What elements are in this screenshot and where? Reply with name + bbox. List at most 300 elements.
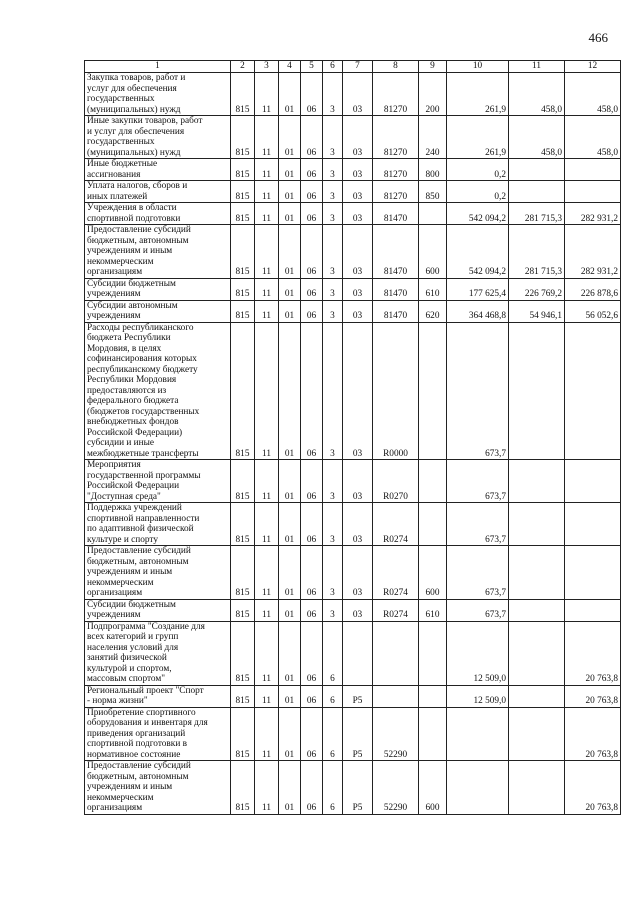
row-name-cell (85, 225, 231, 279)
amount-cell (565, 503, 621, 546)
code-cell: 3 (323, 278, 343, 300)
column-header: 3 (255, 61, 279, 73)
code-cell: 815 (231, 73, 255, 116)
code-cell: 03 (343, 599, 373, 621)
column-header: 8 (373, 61, 419, 73)
amount-cell: 54 946,1 (509, 300, 565, 322)
code-cell: 11 (255, 761, 279, 815)
amount-cell (509, 546, 565, 600)
code-cell (419, 460, 447, 503)
row-name-line: Республики Мордовия (87, 375, 177, 385)
row-name-line: культурой и спортом, (87, 663, 172, 674)
table-row (85, 278, 621, 300)
code-cell: 815 (231, 225, 255, 279)
amount-cell: 20 763,8 (565, 707, 621, 761)
amount-cell: 0,2 (447, 181, 509, 203)
code-cell: 3 (323, 503, 343, 546)
table-row (85, 621, 621, 685)
code-cell: 06 (301, 707, 323, 761)
code-cell: 81270 (373, 159, 419, 181)
row-name-line: всех категорий и групп (87, 632, 179, 642)
amount-cell (447, 707, 509, 761)
code-cell (419, 503, 447, 546)
code-cell: 01 (279, 300, 301, 322)
row-name-line: Подпрограмма "Создание для (87, 621, 205, 632)
code-cell: 600 (419, 546, 447, 600)
code-cell: 03 (343, 503, 373, 546)
code-cell: 03 (343, 116, 373, 159)
code-cell: 815 (231, 599, 255, 621)
code-cell: 06 (301, 599, 323, 621)
amount-cell (509, 621, 565, 685)
table-row (85, 159, 621, 181)
code-cell: 815 (231, 322, 255, 460)
column-header: 2 (231, 61, 255, 73)
row-name-line: ассигнования (87, 169, 141, 180)
amount-cell (509, 761, 565, 815)
code-cell: 06 (301, 546, 323, 600)
amount-cell: 12 509,0 (447, 621, 509, 685)
amount-cell (509, 707, 565, 761)
code-cell: 11 (255, 621, 279, 685)
code-cell: 620 (419, 300, 447, 322)
code-cell: 600 (419, 225, 447, 279)
code-cell: 3 (323, 73, 343, 116)
row-name-line: по адаптивной физической (87, 524, 194, 534)
row-name-line: иных платежей (87, 191, 148, 202)
code-cell: 11 (255, 203, 279, 225)
code-cell: 06 (301, 685, 323, 707)
code-cell: 81470 (373, 203, 419, 225)
amount-cell: 20 763,8 (565, 761, 621, 815)
code-cell: 03 (343, 322, 373, 460)
code-cell: 06 (301, 300, 323, 322)
row-name-line: населения условий для (87, 642, 179, 653)
table-row (85, 761, 621, 815)
row-name-line: Иные бюджетные (87, 159, 158, 169)
code-cell: 11 (255, 503, 279, 546)
code-cell: 3 (323, 546, 343, 600)
column-header: 5 (301, 61, 323, 73)
row-name-cell (85, 546, 231, 600)
code-cell: 11 (255, 116, 279, 159)
code-cell: 11 (255, 460, 279, 503)
row-name-line: Субсидии автономным (87, 300, 178, 311)
code-cell: 815 (231, 621, 255, 685)
code-cell (419, 203, 447, 225)
code-cell: 52290 (373, 707, 419, 761)
code-cell: 01 (279, 503, 301, 546)
code-cell: 81470 (373, 300, 419, 322)
code-cell: 52290 (373, 761, 419, 815)
code-cell: 815 (231, 685, 255, 707)
code-cell: 03 (343, 300, 373, 322)
column-header: 12 (565, 61, 621, 73)
code-cell (419, 685, 447, 707)
code-cell: 815 (231, 546, 255, 600)
amount-cell (509, 503, 565, 546)
row-name-line: государственных (87, 137, 155, 147)
amount-cell: 673,7 (447, 503, 509, 546)
code-cell: 11 (255, 546, 279, 600)
code-cell: 815 (231, 181, 255, 203)
code-cell (419, 621, 447, 685)
row-name-line: Уплата налогов, сборов и (87, 181, 188, 191)
code-cell: 03 (343, 460, 373, 503)
row-name-cell (85, 685, 231, 707)
row-name-line: приведения организаций (87, 728, 186, 739)
column-header: 9 (419, 61, 447, 73)
row-name-line: организациям (87, 588, 143, 598)
row-name-line: Региональный проект "Спорт (87, 685, 204, 696)
row-name-line: Мордовия, в целях (87, 343, 162, 354)
row-name-cell (85, 159, 231, 181)
row-name-line: спортивной направленности (87, 513, 200, 524)
row-name-line: Российской Федерации) (87, 427, 183, 438)
code-cell: 03 (343, 278, 373, 300)
row-name-cell (85, 278, 231, 300)
code-cell: 850 (419, 181, 447, 203)
amount-cell: 281 715,3 (509, 203, 565, 225)
amount-cell (565, 322, 621, 460)
code-cell: P5 (343, 707, 373, 761)
row-name-cell (85, 707, 231, 761)
code-cell: 01 (279, 73, 301, 116)
row-name-line: межбюджетные трансферты (87, 448, 199, 459)
row-name-line: "Доступная среда" (87, 491, 161, 502)
amount-cell: 0,2 (447, 159, 509, 181)
row-name-cell (85, 322, 231, 460)
code-cell: 06 (301, 322, 323, 460)
amount-cell (565, 546, 621, 600)
code-cell (373, 685, 419, 707)
code-cell: 6 (323, 707, 343, 761)
row-name-line: Поддержка учреждений (87, 503, 182, 513)
code-cell: 240 (419, 116, 447, 159)
code-cell: 03 (343, 203, 373, 225)
amount-cell: 281 715,3 (509, 225, 565, 279)
row-name-line: учреждениям и иным (87, 782, 173, 792)
row-name-line: государственной программы (87, 470, 201, 481)
code-cell: 11 (255, 685, 279, 707)
row-name-line: государственных (87, 94, 155, 104)
code-cell: R0274 (373, 503, 419, 546)
amount-cell (509, 599, 565, 621)
code-cell: P5 (343, 685, 373, 707)
code-cell: 01 (279, 621, 301, 685)
amount-cell: 226 878,6 (565, 278, 621, 300)
code-cell: 815 (231, 159, 255, 181)
row-name-cell (85, 503, 231, 546)
code-cell: 6 (323, 761, 343, 815)
header-row (85, 61, 621, 73)
code-cell: 11 (255, 73, 279, 116)
table-row (85, 73, 621, 116)
code-cell: 11 (255, 707, 279, 761)
code-cell: 11 (255, 159, 279, 181)
code-cell: 610 (419, 278, 447, 300)
code-cell: 3 (323, 203, 343, 225)
row-name-line: массовым спортом" (87, 674, 166, 684)
row-name-line: нормативное состояние (87, 749, 181, 760)
row-name-line: Приобретение спортивного (87, 707, 196, 718)
code-cell: 01 (279, 278, 301, 300)
amount-cell: 673,7 (447, 599, 509, 621)
amount-cell: 673,7 (447, 460, 509, 503)
row-name-line: и услуг для обеспечения (87, 126, 185, 137)
code-cell: 6 (323, 685, 343, 707)
row-name-cell (85, 460, 231, 503)
amount-cell: 458,0 (509, 73, 565, 116)
table-row (85, 546, 621, 600)
code-cell: 01 (279, 322, 301, 460)
code-cell: 03 (343, 546, 373, 600)
code-cell: 3 (323, 300, 343, 322)
row-name-line: Субсидии бюджетным (87, 278, 176, 289)
code-cell: 01 (279, 761, 301, 815)
amount-cell: 458,0 (509, 116, 565, 159)
code-cell: 06 (301, 116, 323, 159)
table-row (85, 116, 621, 159)
row-name-line: предоставляются из (87, 385, 167, 396)
code-cell: 11 (255, 599, 279, 621)
code-cell: 6 (323, 621, 343, 685)
row-name-line: - норма жизни" (87, 696, 148, 706)
row-name-line: оборудования и инвентаря для (87, 718, 208, 728)
row-name-line: (муниципальных) нужд (87, 104, 181, 115)
code-cell: 815 (231, 300, 255, 322)
amount-cell (565, 181, 621, 203)
row-name-line: Предоставление субсидий (87, 761, 191, 771)
column-header: 1 (85, 61, 231, 73)
row-name-line: занятий физической (87, 653, 167, 663)
table-row (85, 707, 621, 761)
amount-cell: 458,0 (565, 116, 621, 159)
code-cell: 3 (323, 322, 343, 460)
amount-cell (565, 159, 621, 181)
row-name-cell (85, 73, 231, 116)
row-name-cell (85, 181, 231, 203)
amount-cell: 177 625,4 (447, 278, 509, 300)
code-cell: 3 (323, 460, 343, 503)
row-name-line: бюджетным, автономным (87, 235, 189, 246)
code-cell: 06 (301, 621, 323, 685)
code-cell (419, 707, 447, 761)
row-name-line: республиканскому бюджету (87, 364, 198, 375)
code-cell: 81270 (373, 181, 419, 203)
row-name-line: внебюджетных фондов (87, 417, 179, 427)
row-name-line: (муниципальных) нужд (87, 147, 181, 158)
row-name-line: Предоставление субсидий (87, 546, 191, 556)
row-name-cell (85, 116, 231, 159)
code-cell: R0274 (373, 546, 419, 600)
row-name-line: Предоставление субсидий (87, 225, 191, 235)
row-name-line: учреждениям (87, 289, 141, 299)
code-cell: 06 (301, 181, 323, 203)
amount-cell: 12 509,0 (447, 685, 509, 707)
code-cell: 03 (343, 159, 373, 181)
row-name-line: Мероприятия (87, 460, 141, 470)
code-cell: 01 (279, 203, 301, 225)
code-cell: 81270 (373, 116, 419, 159)
code-cell: 81270 (373, 73, 419, 116)
code-cell: 81470 (373, 225, 419, 279)
code-cell: 01 (279, 181, 301, 203)
code-cell: 11 (255, 300, 279, 322)
code-cell: 815 (231, 278, 255, 300)
code-cell: 815 (231, 761, 255, 815)
column-header: 4 (279, 61, 301, 73)
amount-cell: 20 763,8 (565, 685, 621, 707)
code-cell: 06 (301, 203, 323, 225)
amount-cell (565, 599, 621, 621)
row-name-line: спортивной подготовки (87, 213, 181, 224)
table-row (85, 225, 621, 279)
row-name-line: учреждениям (87, 610, 141, 620)
row-name-line: учреждениям и иным (87, 567, 173, 577)
code-cell: 11 (255, 225, 279, 279)
amount-cell (509, 460, 565, 503)
row-name-line: Расходы республиканского (87, 322, 194, 333)
row-name-line: культуре и спорту (87, 534, 159, 545)
code-cell: 3 (323, 599, 343, 621)
row-name-line: Субсидии бюджетным (87, 599, 176, 610)
table-row (85, 685, 621, 707)
code-cell: 06 (301, 159, 323, 181)
column-header: 7 (343, 61, 373, 73)
code-cell: 06 (301, 278, 323, 300)
code-cell: 03 (343, 225, 373, 279)
row-name-line: спортивной подготовки в (87, 739, 188, 749)
amount-cell: 364 468,8 (447, 300, 509, 322)
row-name-line: Учреждения в области (87, 203, 177, 213)
table-row (85, 599, 621, 621)
budget-table (84, 60, 621, 815)
code-cell: 06 (301, 225, 323, 279)
table-row (85, 503, 621, 546)
row-name-line: организациям (87, 803, 143, 813)
amount-cell: 261,9 (447, 116, 509, 159)
amount-cell (565, 460, 621, 503)
row-name-line: бюджета Республики (87, 333, 171, 343)
amount-cell (509, 685, 565, 707)
row-name-line: организациям (87, 267, 143, 277)
code-cell: P5 (343, 761, 373, 815)
row-name-line: учреждениям и иным (87, 246, 173, 256)
table-row (85, 300, 621, 322)
code-cell: 11 (255, 322, 279, 460)
code-cell: 01 (279, 225, 301, 279)
table-row (85, 203, 621, 225)
row-name-cell (85, 599, 231, 621)
table-body (85, 73, 621, 815)
amount-cell: 542 094,2 (447, 225, 509, 279)
amount-cell: 282 931,2 (565, 225, 621, 279)
code-cell: 815 (231, 460, 255, 503)
row-name-line: бюджетным, автономным (87, 771, 189, 782)
code-cell: 815 (231, 503, 255, 546)
amount-cell: 458,0 (565, 73, 621, 116)
code-cell: 01 (279, 460, 301, 503)
amount-cell: 282 931,2 (565, 203, 621, 225)
row-name-line: субсидии и иные (87, 438, 154, 448)
code-cell: 11 (255, 181, 279, 203)
amount-cell: 226 769,2 (509, 278, 565, 300)
code-cell: 81470 (373, 278, 419, 300)
amount-cell: 673,7 (447, 322, 509, 460)
code-cell: 01 (279, 685, 301, 707)
row-name-line: федерального бюджета (87, 396, 179, 406)
code-cell: 800 (419, 159, 447, 181)
row-name-line: некоммерческим (87, 256, 154, 267)
row-name-cell (85, 621, 231, 685)
table-row (85, 460, 621, 503)
amount-cell (509, 159, 565, 181)
code-cell: 01 (279, 546, 301, 600)
code-cell: 3 (323, 159, 343, 181)
page-number: 466 (588, 30, 608, 45)
row-name-line: некоммерческим (87, 792, 154, 803)
amount-cell: 20 763,8 (565, 621, 621, 685)
code-cell: 610 (419, 599, 447, 621)
amount-cell: 261,9 (447, 73, 509, 116)
code-cell (419, 322, 447, 460)
amount-cell (447, 761, 509, 815)
row-name-line: учреждениям (87, 311, 141, 321)
code-cell: R0000 (373, 322, 419, 460)
code-cell: 01 (279, 159, 301, 181)
code-cell: 03 (343, 181, 373, 203)
code-cell (373, 621, 419, 685)
row-name-cell (85, 761, 231, 815)
amount-cell: 673,7 (447, 546, 509, 600)
row-name-line: (бюджетов государственных (87, 406, 200, 417)
column-header: 10 (447, 61, 509, 73)
column-header: 11 (509, 61, 565, 73)
row-name-line: услуг для обеспечения (87, 83, 177, 94)
code-cell: 06 (301, 761, 323, 815)
code-cell: 600 (419, 761, 447, 815)
table-row (85, 181, 621, 203)
row-name-cell (85, 300, 231, 322)
code-cell: 01 (279, 707, 301, 761)
row-name-line: софинансирования которых (87, 354, 197, 364)
row-name-line: Иные закупки товаров, работ (87, 116, 203, 126)
amount-cell (509, 181, 565, 203)
amount-cell: 542 094,2 (447, 203, 509, 225)
code-cell: 06 (301, 503, 323, 546)
row-name-line: некоммерческим (87, 577, 154, 588)
code-cell: 815 (231, 203, 255, 225)
code-cell: 03 (343, 73, 373, 116)
code-cell (343, 621, 373, 685)
code-cell: R0274 (373, 599, 419, 621)
row-name-line: Российской Федерации (87, 481, 180, 491)
code-cell: R0270 (373, 460, 419, 503)
code-cell: 815 (231, 116, 255, 159)
code-cell: 11 (255, 278, 279, 300)
column-header: 6 (323, 61, 343, 73)
table-row (85, 322, 621, 460)
code-cell: 3 (323, 225, 343, 279)
code-cell: 3 (323, 116, 343, 159)
row-name-cell (85, 203, 231, 225)
code-cell: 06 (301, 73, 323, 116)
amount-cell: 56 052,6 (565, 300, 621, 322)
code-cell: 01 (279, 116, 301, 159)
code-cell: 200 (419, 73, 447, 116)
code-cell: 815 (231, 707, 255, 761)
